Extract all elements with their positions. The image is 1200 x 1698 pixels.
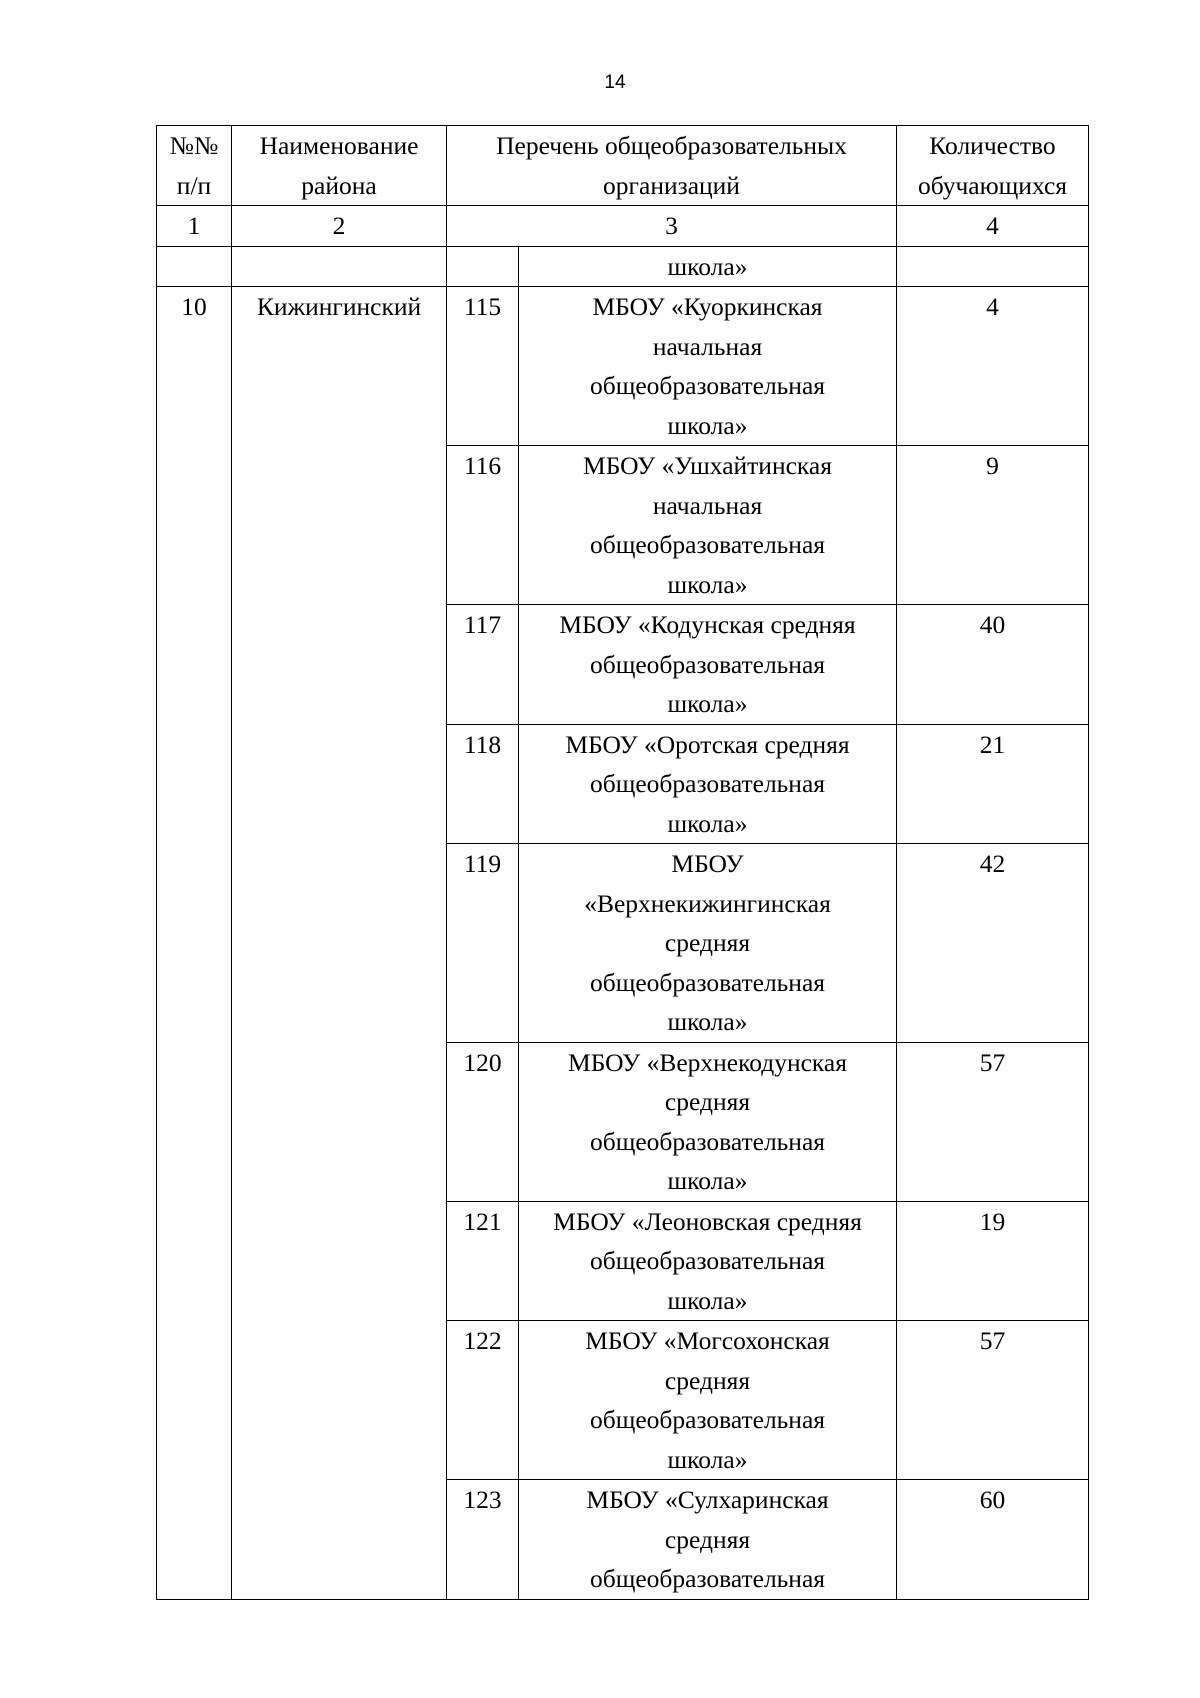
organization-name: МБОУ «Кодунская средняя общеобразовательная школа» <box>519 605 897 725</box>
table-row <box>157 287 1089 446</box>
column-number-row <box>157 206 1089 247</box>
row-index: 121 <box>447 1201 519 1321</box>
row-index: 119 <box>447 844 519 1043</box>
continuation-row <box>157 246 1089 287</box>
organization-name: МБОУ «Сулхаринская средняя общеобразовательная <box>519 1480 897 1600</box>
continuation-idx <box>447 246 519 287</box>
district-name: Кижингинский <box>232 287 447 1600</box>
student-count: 21 <box>897 724 1089 844</box>
student-count: 40 <box>897 605 1089 725</box>
row-index: 123 <box>447 1480 519 1600</box>
organization-name: МБОУ «Леоновская средняя общеобразовательная школа» <box>519 1201 897 1321</box>
student-count: 9 <box>897 446 1089 605</box>
organization-name: МБОУ «Оротская средняя общеобразовательная школа» <box>519 724 897 844</box>
student-count: 60 <box>897 1480 1089 1600</box>
row-index: 116 <box>447 446 519 605</box>
column-number-4: 4 <box>897 206 1089 247</box>
student-count: 57 <box>897 1321 1089 1480</box>
continuation-num <box>157 246 232 287</box>
organization-name: МБОУ «Куоркинская начальная общеобразовательная школа» <box>519 287 897 446</box>
organization-name: МБОУ «Верхнекодунская средняя общеобразовательная школа» <box>519 1042 897 1201</box>
header-district: Наименование района <box>232 126 447 206</box>
row-index: 120 <box>447 1042 519 1201</box>
district-number: 10 <box>157 287 232 1600</box>
header-row <box>157 126 1089 206</box>
student-count: 57 <box>897 1042 1089 1201</box>
row-index: 118 <box>447 724 519 844</box>
column-number-3: 3 <box>447 206 897 247</box>
schools-table <box>156 125 1089 1600</box>
row-index: 117 <box>447 605 519 725</box>
header-organizations: Перечень общеобразовательных организаций <box>447 126 897 206</box>
header-num: №№ п/п <box>157 126 232 206</box>
student-count: 19 <box>897 1201 1089 1321</box>
organization-name: МБОУ «Ушхайтинская начальная общеобразовательная школа» <box>519 446 897 605</box>
header-quantity: Количество обучающихся <box>897 126 1089 206</box>
continuation-district <box>232 246 447 287</box>
organization-name: МБОУ «Могсохонская средняя общеобразовательная школа» <box>519 1321 897 1480</box>
column-number-1: 1 <box>157 206 232 247</box>
row-index: 122 <box>447 1321 519 1480</box>
student-count: 4 <box>897 287 1089 446</box>
column-number-2: 2 <box>232 206 447 247</box>
continuation-qty <box>897 246 1089 287</box>
page-number: 14 <box>604 72 626 93</box>
student-count: 42 <box>897 844 1089 1043</box>
row-index: 115 <box>447 287 519 446</box>
organization-name: МБОУ «Верхнекижингинская средняя общеобразовательная школа» <box>519 844 897 1043</box>
continuation-name: школа» <box>519 246 897 287</box>
